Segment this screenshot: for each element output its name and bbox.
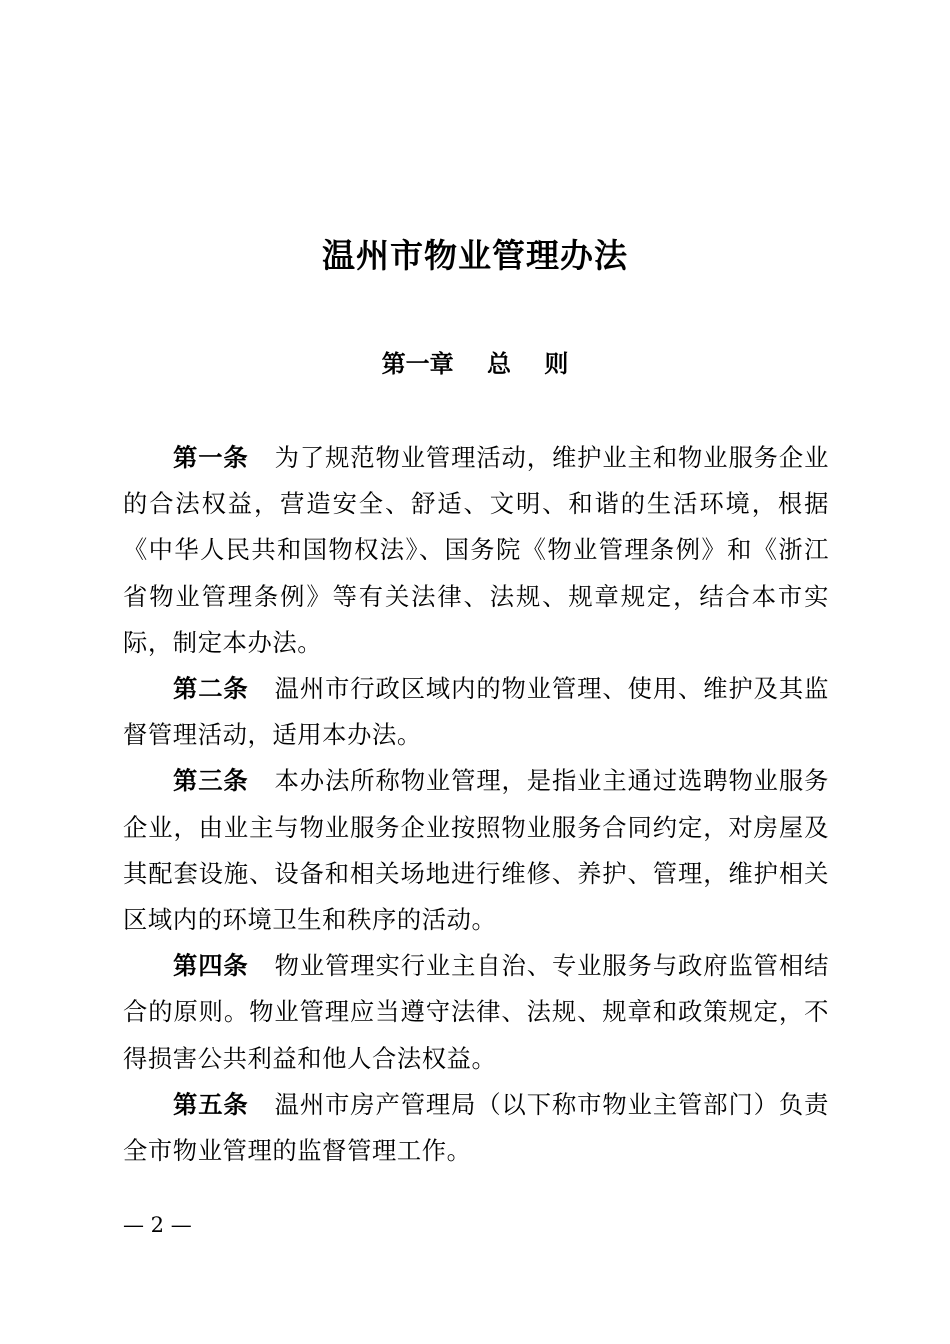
article-3 xyxy=(123,758,829,943)
article-number: 第一条 xyxy=(173,443,249,472)
article-text: 为了规范物业管理活动，维护业主和物业服务企业的合法权益，营造安全、舒适、文明、和谐的生活环境，根据《中华人民共和国物权法》、国务院《物业管理条例》和《浙江省物业管理条例》等有关法律、法规、规章规定，结合本市实际，制定本办法。 xyxy=(123,443,829,657)
article-number: 第五条 xyxy=(173,1089,249,1119)
article-5 xyxy=(123,1082,829,1174)
article-2 xyxy=(123,666,829,758)
article-1 xyxy=(123,435,829,666)
article-number: 第二条 xyxy=(173,674,249,704)
document-body xyxy=(123,435,829,1174)
document-title: 温州市物业管理办法 xyxy=(322,236,628,275)
article-number: 第四条 xyxy=(173,951,249,981)
article-text: 本办法所称物业管理，是指业主通过选聘物业服务企业，由业主与物业服务企业按照物业服务合同约定，对房屋及其配套设施、设备和相关场地进行维修、养护、管理，维护相关区域内的环境卫生和秩序的活动。 xyxy=(123,766,829,935)
page-number: — 2 — xyxy=(123,1213,192,1237)
chapter-title: 第一章 总 则 xyxy=(381,349,569,378)
article-text: 温州市行政区域内的物业管理、使用、维护及其监督管理活动，适用本办法。 xyxy=(123,674,829,750)
article-4 xyxy=(123,943,829,1082)
article-text: 物业管理实行业主自治、专业服务与政府监管相结合的原则。物业管理应当遵守法律、法规、规章和政策规定，不得损害公共利益和他人合法权益。 xyxy=(123,951,829,1073)
article-text: 温州市房产管理局（以下称市物业主管部门）负责全市物业管理的监督管理工作。 xyxy=(123,1089,829,1166)
article-number: 第三条 xyxy=(173,766,249,796)
